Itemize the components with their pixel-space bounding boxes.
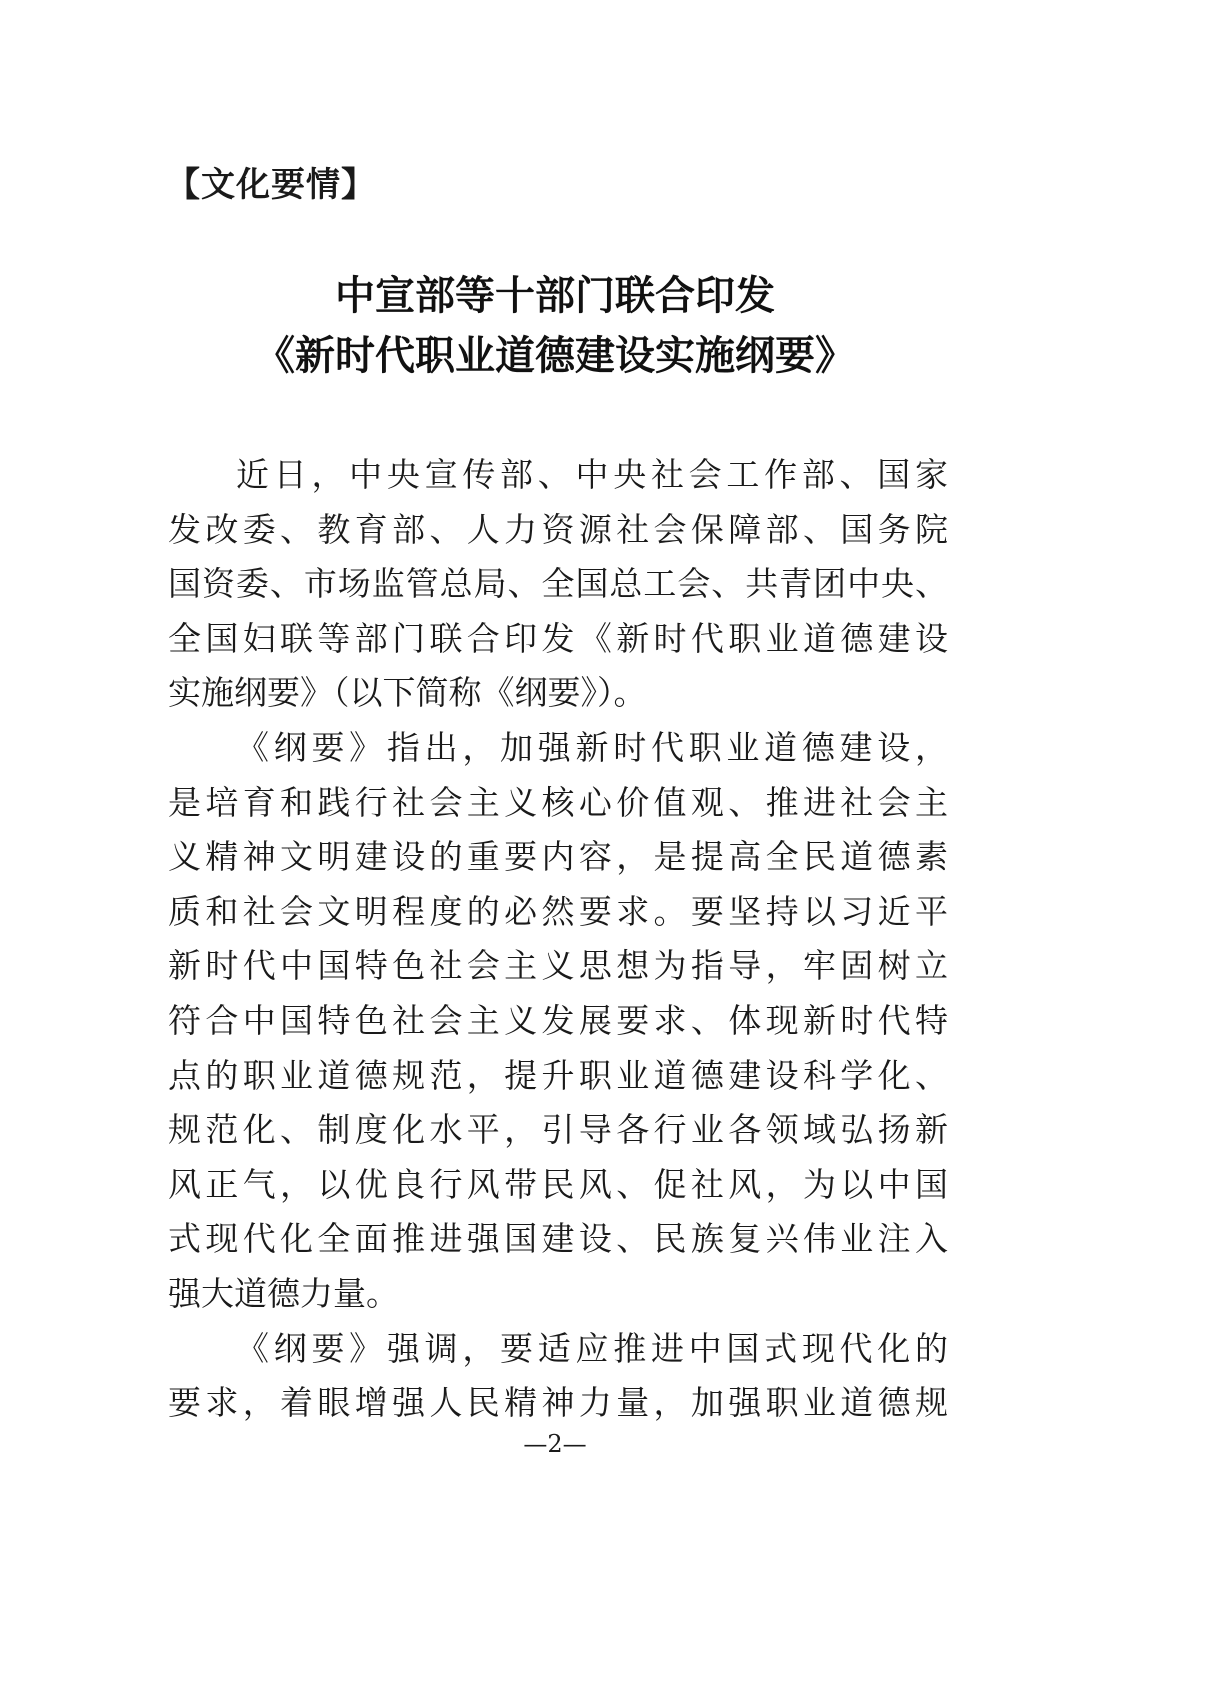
paragraph-1-line-4: 全国妇联等部门联合印发《新时代职业道德建设	[168, 618, 948, 658]
paragraph-2-line-3: 义精神文明建设的重要内容，是提高全民道德素	[168, 837, 948, 877]
page-number: —2—	[523, 1430, 587, 1458]
paragraph-2-line-11: 强大道德力量。	[168, 1273, 399, 1313]
section-label: 【文化要情】	[166, 165, 376, 205]
paragraph-1-line-1: 近日，中央宣传部、中央社会工作部、国家	[236, 455, 948, 494]
paragraph-3-line-1: 《纲要》强调，要适应推进中国式现代化的	[236, 1328, 948, 1368]
paragraph-2-line-5: 新时代中国特色社会主义思想为指导，牢固树立	[168, 946, 948, 986]
paragraph-2-line-6: 符合中国特色社会主义发展要求、体现新时代特	[168, 1000, 948, 1040]
paragraph-1-line-2: 发改委、教育部、人力资源社会保障部、国务院	[168, 509, 948, 549]
paragraph-2-line-7: 点的职业道德规范，提升职业道德建设科学化、	[168, 1055, 948, 1095]
paragraph-1-line-3: 国资委、市场监管总局、全国总工会、共青团中央、	[168, 564, 948, 604]
paragraph-2-line-1: 《纲要》指出，加强新时代职业道德建设，	[236, 727, 948, 767]
paragraph-2-line-8: 规范化、制度化水平，引导各行业各领域弘扬新	[168, 1110, 948, 1150]
paragraph-2-line-9: 风正气，以优良行风带民风、促社风，为以中国	[168, 1164, 948, 1204]
title-line-2: 《新时代职业道德建设实施纲要》	[255, 332, 855, 379]
paragraph-2-line-4: 质和社会文明程度的必然要求。要坚持以习近平	[168, 891, 948, 931]
title-line-1: 中宣部等十部门联合印发	[335, 272, 775, 319]
paragraph-3-line-2: 要求，着眼增强人民精神力量，加强职业道德规	[168, 1383, 948, 1423]
paragraph-1-line-5: 实施纲要》（以下简称《纲要》）。	[168, 673, 647, 713]
paragraph-2-line-2: 是培育和践行社会主义核心价值观、推进社会主	[168, 782, 948, 822]
paragraph-2-line-10: 式现代化全面推进强国建设、民族复兴伟业注入	[168, 1219, 948, 1259]
article-body	[168, 448, 948, 1431]
